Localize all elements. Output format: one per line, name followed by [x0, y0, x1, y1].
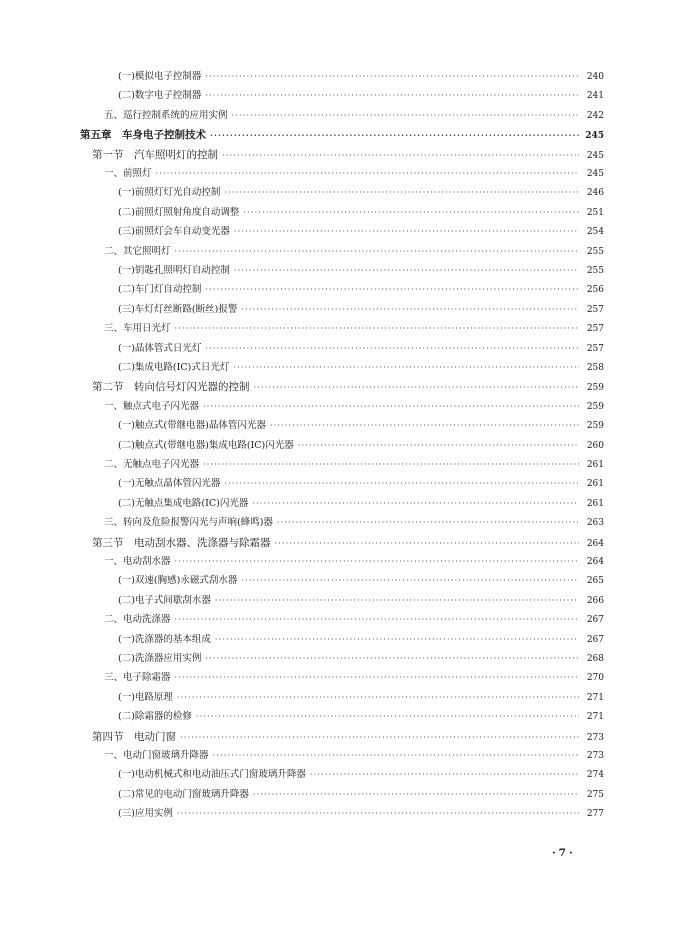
toc-entry-title: (二)数字电子控制器 — [118, 90, 202, 101]
toc-entry-page: 264 — [586, 557, 604, 567]
toc-entry-title: (二)无触点集成电路(IC)闪光器 — [118, 498, 249, 509]
dot-leader — [254, 381, 580, 394]
dot-leader — [215, 594, 579, 608]
dot-leader — [224, 186, 579, 200]
toc-entry-title: (二)除霜器的检修 — [118, 711, 192, 722]
toc-entry-title: (一)模拟电子控制器 — [118, 71, 202, 82]
toc-entry-page: 251 — [586, 208, 604, 218]
toc-entry — [118, 633, 604, 647]
dot-leader — [252, 497, 579, 511]
toc-entry-page: 259 — [586, 421, 604, 431]
toc-entry — [118, 283, 604, 297]
toc-entry — [104, 749, 604, 763]
toc-entry — [118, 206, 604, 220]
toc-entry-page: 265 — [586, 576, 604, 586]
dot-leader — [175, 555, 579, 569]
toc-entry — [104, 458, 604, 472]
dot-leader — [243, 206, 579, 220]
toc-entry — [104, 555, 604, 569]
toc-entry-title: (一)双速(胸感)永磁式刮水器 — [118, 575, 238, 586]
toc-entry-title: 第五章 车身电子控制技术 — [80, 129, 206, 141]
dot-leader — [175, 322, 579, 336]
dot-leader — [310, 768, 579, 782]
toc-entry-page: 264 — [586, 539, 604, 549]
toc-entry — [118, 439, 604, 453]
toc-entry — [80, 128, 604, 142]
toc-entry-page: 245 — [586, 151, 604, 161]
dot-leader — [275, 537, 580, 550]
toc-entry-title: (三)前照灯会车自动变光器 — [118, 226, 230, 237]
toc-entry-title: (三)车灯灯丝断路(断丝)报警 — [118, 304, 238, 315]
toc-entry — [104, 245, 604, 259]
toc-entry — [118, 342, 604, 356]
toc-entry-title: 第四节 电动门窗 — [92, 731, 176, 743]
dot-leader — [205, 652, 579, 666]
toc-entry — [104, 516, 604, 530]
toc-entry-title: (二)车门灯自动控制 — [118, 284, 202, 295]
dot-leader — [203, 400, 579, 414]
toc-entry-title: (二)洗涤器应用实例 — [118, 653, 202, 664]
toc-entry-page: 259 — [586, 402, 604, 412]
toc-entry-page: 274 — [586, 770, 604, 780]
toc-entry-page: 267 — [586, 615, 604, 625]
toc-entry — [92, 536, 604, 550]
toc-entry-title: 第一节 汽车照明灯的控制 — [92, 149, 218, 161]
toc-entry-title: (一)洗涤器的基本组成 — [118, 634, 211, 645]
toc-entry — [118, 574, 604, 588]
dot-leader — [210, 128, 579, 142]
toc-entry — [118, 225, 604, 239]
toc-entry-page: 260 — [586, 441, 604, 451]
toc-entry-page: 268 — [586, 654, 604, 664]
toc-entry-title: (一)电路原理 — [118, 692, 173, 703]
toc-entry-page: 257 — [586, 305, 604, 315]
toc-entry-title: 一、电动刮水器 — [104, 556, 171, 567]
toc-entry-page: 245 — [586, 169, 604, 179]
toc-entry-page: 261 — [586, 499, 604, 509]
toc-entry-title: 三、车用日光灯 — [104, 323, 171, 334]
toc-entry-title: (一)电动机械式和电动油压式门窗玻璃升降器 — [118, 769, 306, 780]
toc-entry-title: 一、电动门窗玻璃升降器 — [104, 750, 209, 761]
dot-leader — [215, 633, 579, 647]
toc-entry-title: 一、触点式电子闪光器 — [104, 401, 200, 412]
toc-entry-title: 五、巡行控制系统的应用实例 — [104, 110, 228, 121]
toc-entry-title: 三、电子除霜器 — [104, 672, 171, 683]
toc-entry-page: 275 — [586, 790, 604, 800]
dot-leader — [205, 283, 579, 297]
toc-entry-title: (一)前照灯灯光自动控制 — [118, 187, 221, 198]
toc-entry — [118, 264, 604, 278]
toc-entry-page: 261 — [586, 479, 604, 489]
toc-entry — [118, 807, 604, 821]
toc-entry — [118, 186, 604, 200]
toc-entry — [118, 477, 604, 491]
toc-entry — [92, 730, 604, 744]
toc-entry — [104, 400, 604, 414]
toc-entry — [92, 148, 604, 162]
toc-entry-title: (一)晶体管式日光灯 — [118, 343, 202, 354]
toc-entry-page: 257 — [586, 324, 604, 334]
toc-entry-title: 二、其它照明灯 — [104, 246, 171, 257]
toc-entry — [104, 167, 604, 181]
dot-leader — [224, 477, 579, 491]
toc-entry — [118, 70, 604, 84]
dot-leader — [234, 264, 579, 278]
page-number: ·7· — [552, 847, 576, 859]
toc-entry — [118, 497, 604, 511]
toc-entry-page: 277 — [586, 809, 604, 819]
toc-entry-page: 266 — [586, 596, 604, 606]
toc-entry-title: 一、前照灯 — [104, 168, 152, 179]
toc-entry-page: 255 — [586, 247, 604, 257]
dot-leader — [233, 361, 579, 375]
toc-entry-title: 二、电动洗涤器 — [104, 614, 171, 625]
dot-leader — [241, 574, 579, 588]
toc-entry — [104, 322, 604, 336]
toc-entry-page: 258 — [586, 363, 604, 373]
toc-entry — [118, 303, 604, 317]
toc-entry-page: 245 — [585, 131, 604, 141]
toc-entry-page: 261 — [586, 460, 604, 470]
dot-leader — [232, 109, 579, 123]
toc-entry-title: (一)钥匙孔照明灯自动控制 — [118, 265, 230, 276]
dot-leader — [175, 671, 579, 685]
toc-entry — [104, 613, 604, 627]
toc-entry — [104, 671, 604, 685]
toc-entry — [118, 652, 604, 666]
dot-leader — [298, 439, 579, 453]
toc-entry-page: 241 — [586, 91, 604, 101]
toc-entry — [118, 419, 604, 433]
toc-entry-title: (二)前照灯照射角度自动调整 — [118, 207, 240, 218]
toc-entry-title: (二)触点式(带继电器)集成电路(IC)闪光器 — [118, 440, 294, 451]
toc-entry-title: (一)触点式(带继电器)晶体管闪光器 — [118, 420, 266, 431]
toc-entry-page: 271 — [586, 712, 604, 722]
toc-entry-page: 257 — [586, 344, 604, 354]
dot-leader — [234, 225, 579, 239]
toc-entry-title: (二)集成电路(IC)式日光灯 — [118, 362, 230, 373]
toc-entry — [104, 109, 604, 123]
toc-entry-title: 二、无触点电子闪光器 — [104, 459, 200, 470]
toc-entry — [118, 691, 604, 705]
toc-entry — [118, 788, 604, 802]
toc-entry-page: 240 — [586, 72, 604, 82]
dot-leader — [177, 807, 579, 821]
dot-leader — [213, 749, 579, 763]
toc-entry-page: 255 — [586, 266, 604, 276]
dot-leader — [205, 89, 579, 103]
toc-entry-page: 254 — [586, 227, 604, 237]
dot-leader — [241, 303, 579, 317]
toc-entry-page: 263 — [586, 518, 604, 528]
dot-leader — [270, 419, 579, 433]
toc-entry — [118, 89, 604, 103]
toc-entry-page: 271 — [586, 693, 604, 703]
dot-leader — [205, 70, 579, 84]
toc-entry — [92, 380, 604, 394]
toc-entry — [118, 594, 604, 608]
dot-leader — [277, 516, 579, 530]
dot-leader — [175, 613, 579, 627]
dot-leader — [253, 788, 579, 802]
toc-entry-title: 第二节 转向信号灯闪光器的控制 — [92, 381, 250, 393]
toc-entry-title: (二)常见的电动门窗玻璃升降器 — [118, 789, 249, 800]
dot-leader — [196, 710, 579, 724]
toc-entry-title: (三)应用实例 — [118, 808, 173, 819]
toc-entry-page: 246 — [586, 188, 604, 198]
dot-leader — [180, 731, 579, 744]
toc-entry — [118, 710, 604, 724]
toc-entry-title: (二)电子式间歇刮水器 — [118, 595, 211, 606]
toc-entry-page: 242 — [586, 111, 604, 121]
dot-leader — [175, 245, 579, 259]
toc-entry — [118, 361, 604, 375]
toc-entry-page: 273 — [586, 733, 604, 743]
dot-leader — [222, 149, 579, 162]
toc-entry-title: 第三节 电动刮水器、洗涤器与除霜器 — [92, 537, 271, 549]
toc-entry-page: 259 — [586, 383, 604, 393]
dot-leader — [156, 167, 579, 181]
toc-entry-page: 256 — [586, 285, 604, 295]
toc-entry-title: 三、转向及危险报警闪光与声响(蜂鸣)器 — [104, 517, 273, 528]
toc-entry-title: (一)无触点晶体管闪光器 — [118, 478, 221, 489]
toc-entry — [118, 768, 604, 782]
toc-entry-page: 267 — [586, 635, 604, 645]
toc-entry-page: 270 — [586, 673, 604, 683]
dot-leader — [203, 458, 579, 472]
dot-leader — [177, 691, 579, 705]
dot-leader — [205, 342, 579, 356]
toc-entry-page: 273 — [586, 751, 604, 761]
